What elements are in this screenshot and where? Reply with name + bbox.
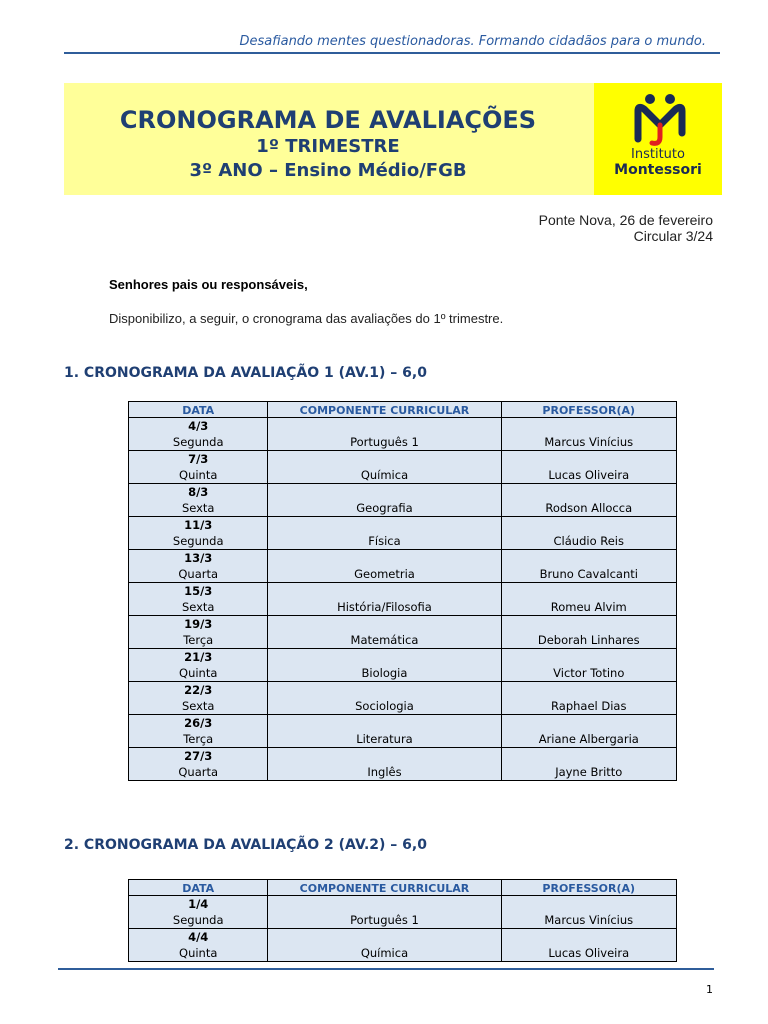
column-header-teacher: PROFESSOR(A): [501, 880, 677, 896]
logo-text-instituto: Instituto: [631, 147, 685, 162]
teacher-cell: Cláudio Reis: [501, 517, 676, 550]
weekday-value: Sexta: [181, 600, 215, 614]
table-row: [129, 616, 677, 649]
date-value: 11/3: [184, 518, 213, 532]
date-cell: [129, 451, 268, 484]
column-header-date: DATA: [129, 880, 268, 896]
date-cell: [129, 715, 268, 748]
table-row: [129, 649, 677, 682]
teacher-cell: Romeu Alvim: [501, 583, 676, 616]
date-value: 4/4: [188, 930, 209, 944]
date-value: 1/4: [188, 897, 209, 911]
schedule-table-av2: [128, 879, 677, 962]
date-cell: [129, 616, 268, 649]
teacher-cell: Rodson Allocca: [501, 484, 676, 517]
column-header-date: DATA: [129, 402, 268, 418]
date-value: 19/3: [184, 617, 213, 631]
greeting: Senhores pais ou responsáveis,: [109, 277, 308, 292]
table-row: [129, 929, 677, 962]
date-value: 21/3: [184, 650, 213, 664]
header-tagline: Desafiando mentes questionadoras. Formando cidadãos para o mundo.: [239, 34, 706, 49]
weekday-value: Segunda: [172, 435, 224, 449]
date-value: 13/3: [184, 551, 213, 565]
table-row: [129, 451, 677, 484]
column-header-teacher: PROFESSOR(A): [501, 402, 676, 418]
section-2-title: 2. CRONOGRAMA DA AVALIAÇÃO 2 (AV.2) – 6,0: [64, 837, 427, 853]
weekday-value: Sexta: [181, 501, 215, 515]
subject-cell: Matemática: [268, 616, 501, 649]
teacher-cell: Lucas Oliveira: [501, 451, 676, 484]
teacher-cell: Raphael Dias: [501, 682, 676, 715]
weekday-value: Sexta: [181, 699, 215, 713]
subject-cell: Física: [268, 517, 501, 550]
date-value: 22/3: [184, 683, 213, 697]
table-row: [129, 550, 677, 583]
table-row: [129, 583, 677, 616]
date-cell: [129, 896, 268, 929]
date-cell: [129, 649, 268, 682]
date-cell: [129, 929, 268, 962]
section-1-title: 1. CRONOGRAMA DA AVALIAÇÃO 1 (AV.1) – 6,0: [64, 365, 427, 381]
weekday-value: Segunda: [172, 913, 224, 927]
weekday-value: Terça: [183, 633, 214, 647]
subject-cell: Sociologia: [268, 682, 501, 715]
subject-cell: Inglês: [268, 748, 501, 781]
date-value: 27/3: [184, 749, 213, 763]
subject-cell: Português 1: [268, 896, 501, 929]
date-cell: [129, 484, 268, 517]
date-cell: [129, 583, 268, 616]
subject-cell: Química: [268, 929, 501, 962]
subject-cell: Química: [268, 451, 501, 484]
subject-cell: História/Filosofia: [268, 583, 501, 616]
logo-text-montessori: Montessori: [614, 162, 702, 178]
table-row: [129, 715, 677, 748]
weekday-value: Quarta: [178, 765, 219, 779]
date-cell: [129, 550, 268, 583]
teacher-cell: Bruno Cavalcanti: [501, 550, 676, 583]
footer-divider: [58, 968, 714, 970]
date-value: 7/3: [188, 452, 209, 466]
teacher-cell: Deborah Linhares: [501, 616, 676, 649]
teacher-cell: Ariane Albergaria: [501, 715, 676, 748]
table-row: [129, 896, 677, 929]
table-row: [129, 748, 677, 781]
teacher-cell: Marcus Vinícius: [501, 896, 677, 929]
subject-cell: Literatura: [268, 715, 501, 748]
subject-cell: Geografia: [268, 484, 501, 517]
schedule-table-av1: [128, 401, 677, 781]
table-row: [129, 484, 677, 517]
table-row: [129, 682, 677, 715]
date-cell: [129, 418, 268, 451]
column-header-subject: COMPONENTE CURRICULAR: [268, 402, 501, 418]
teacher-cell: Victor Totino: [501, 649, 676, 682]
page-title: CRONOGRAMA DE AVALIAÇÕES: [119, 106, 537, 134]
subject-cell: Português 1: [268, 418, 501, 451]
place-date: Ponte Nova, 26 de fevereiro: [538, 212, 713, 228]
column-header-subject: COMPONENTE CURRICULAR: [268, 880, 501, 896]
table-row: [129, 517, 677, 550]
teacher-cell: Marcus Vinícius: [501, 418, 676, 451]
circular-number: Circular 3/24: [633, 228, 713, 244]
date-cell: [129, 517, 268, 550]
weekday-value: Segunda: [172, 534, 224, 548]
date-cell: [129, 682, 268, 715]
weekday-value: Quinta: [179, 946, 218, 960]
intro-text: Disponibilizo, a seguir, o cronograma das avaliações do 1º trimestre.: [109, 311, 504, 326]
date-value: 4/3: [188, 419, 209, 433]
subject-cell: Geometria: [268, 550, 501, 583]
page-subtitle-trimester: 1º TRIMESTRE: [256, 136, 400, 157]
date-cell: [129, 748, 268, 781]
table-row: [129, 418, 677, 451]
teacher-cell: Lucas Oliveira: [501, 929, 677, 962]
date-value: 26/3: [184, 716, 213, 730]
teacher-cell: Jayne Britto: [501, 748, 676, 781]
date-value: 15/3: [184, 584, 213, 598]
weekday-value: Terça: [183, 732, 214, 746]
page-number: 1: [706, 983, 713, 996]
date-value: 8/3: [188, 485, 209, 499]
weekday-value: Quinta: [179, 468, 218, 482]
weekday-value: Quarta: [178, 567, 219, 581]
subject-cell: Biologia: [268, 649, 501, 682]
weekday-value: Quinta: [179, 666, 218, 680]
page-subtitle-grade: 3º ANO – Ensino Médio/FGB: [189, 160, 467, 181]
